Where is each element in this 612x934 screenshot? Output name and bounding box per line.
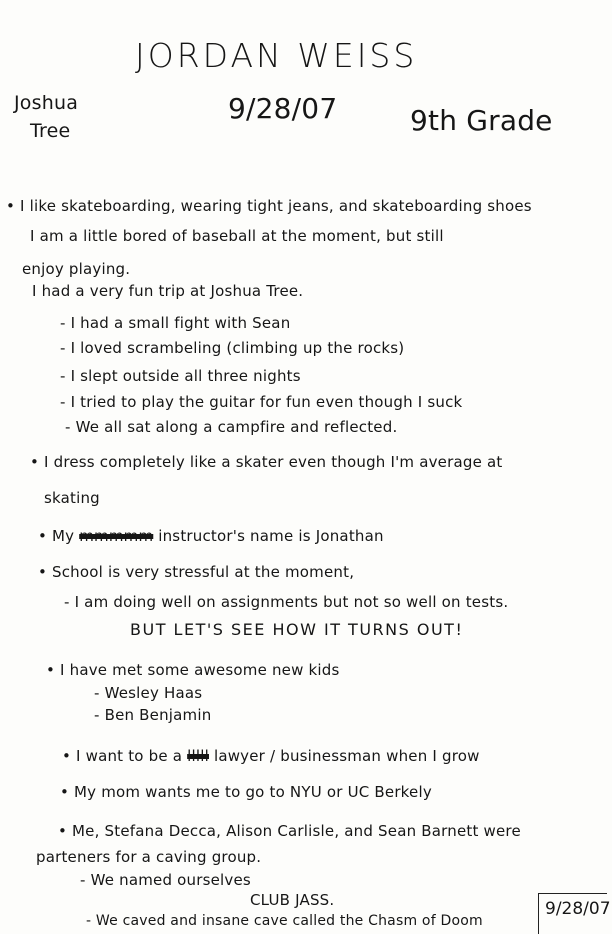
journal-line: • My mom wants me to go to NYU or UC Berkely	[60, 783, 432, 801]
journal-line: - We all sat along a campfire and reflected.	[65, 418, 398, 436]
location-line-1: Joshua	[14, 92, 79, 114]
date-stamp	[538, 893, 611, 934]
journal-line: - I had a small fight with Sean	[60, 314, 291, 332]
journal-line: • I like skateboarding, wearing tight jeans, and skateboarding shoes	[6, 197, 532, 215]
journal-line: - I am doing well on assignments but not so well on tests.	[64, 593, 509, 611]
journal-line: enjoy playing.	[22, 260, 131, 278]
journal-line: - I slept outside all three nights	[60, 367, 301, 385]
journal-line: • I have met some awesome new kids	[46, 661, 340, 679]
journal-line: • Me, Stefana Decca, Alison Carlisle, and Sean Barnett were	[58, 822, 521, 840]
line-text: lawyer / businessman when I grow	[208, 747, 480, 765]
line-text: • My	[38, 527, 80, 545]
journal-line: - I loved scrambeling (climbing up the rocks)	[60, 339, 405, 357]
journal-line: - We named ourselves	[80, 871, 251, 889]
journal-line	[38, 527, 384, 545]
student-name: JORDAN WEISS	[135, 36, 418, 75]
journal-line: • School is very stressful at the moment,	[38, 563, 355, 581]
journal-line: BUT LET'S SEE HOW IT TURNS OUT!	[130, 620, 464, 639]
journal-line: skating	[44, 489, 100, 507]
journal-line: I am a little bored of baseball at the moment, but still	[30, 227, 444, 245]
journal-line: I had a very fun trip at Joshua Tree.	[32, 282, 304, 300]
journal-line: CLUB JASS.	[250, 891, 335, 909]
journal-line: - Wesley Haas	[94, 684, 203, 702]
date-stamp-text: 9/28/07	[545, 899, 611, 919]
grade-level: 9th Grade	[410, 104, 553, 137]
journal-line: parteners for a caving group.	[36, 848, 262, 866]
location-line-2: Tree	[30, 120, 71, 142]
crossed-out-word: mmmmm	[79, 527, 154, 545]
line-text: instructor's name is Jonathan	[153, 527, 384, 545]
line-text: • I want to be a	[62, 747, 188, 765]
entry-date: 9/28/07	[228, 92, 338, 125]
journal-line: - I tried to play the guitar for fun even though I suck	[60, 393, 463, 411]
journal-line	[62, 747, 480, 765]
journal-line: - We caved and insane cave called the Chasm of Doom	[86, 913, 483, 929]
journal-line: - Ben Benjamin	[94, 706, 212, 724]
crossed-out-word: lllll	[187, 747, 209, 765]
journal-line: • I dress completely like a skater even though I'm average at	[30, 453, 503, 471]
